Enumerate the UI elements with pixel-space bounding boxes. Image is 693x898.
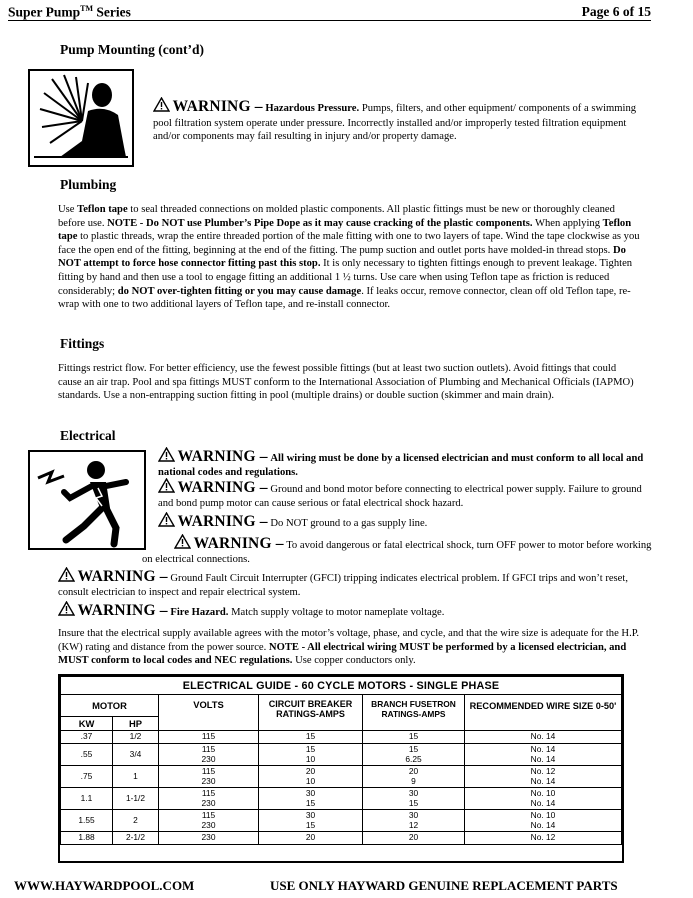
header-series [8,4,131,21]
warning-text: Ground Fault Circuit Interrupter (GFCI) tripping indicates electrical problem. If GFCI trips and won’t reset, consult electrician to inspect and repair electrical system. [58,573,628,598]
cell-circuit-breaker [259,766,363,788]
table-title: ELECTRICAL GUIDE - 60 CYCLE MOTORS - SINGLE PHASE [61,677,622,695]
warning-word: WARNING – [177,513,268,530]
series-name: Super Pump [8,4,81,20]
electrical-supply-paragraph [58,627,646,668]
cell-hp [113,744,159,766]
cell-wire-size-value: No. 12 [530,832,556,843]
hazardous-pressure-icon [28,69,134,167]
cell-circuit-breaker-value: 20 [305,765,316,776]
cell-kw-value: 1.88 [78,832,95,843]
cell-volts-value: 230 [201,775,216,786]
warning-word: WARNING – [193,535,284,552]
cell-branch-fusetron [363,744,465,766]
cell-wire-size-value: No. 12 [530,765,556,776]
cell-wire-size [465,744,622,766]
supply-text-1: Insure that the electrical supply available agrees with the motor’s voltage, phase, and cycle, and that the wire size is adequate for the H.P. (KW) rating and distance from the power source. [58,628,640,653]
cell-hp-value: 2 [133,814,138,825]
table-row [61,731,622,744]
page-number: Page 6 of 15 [581,4,651,19]
fittings-paragraph: Fittings restrict flow. For better efficiency, use the fewest possible fittings (but at least two suction outlets). Avoid fittings that could cause an air trap. Pool and spa fittings MUST conform to the International Association of Plumbing and Mechanical Officials (IAPMO) standards. Use a non-entrapping suction fitting in pool (multiple drains) or double suction (skimmer and main drain). [58,363,634,402]
cell-hp-value: 1/2 [129,731,142,742]
warning-text: Pumps, filters, and other equipment/ components of a swimming pool filtration system operate under pressure. Incorrectly installed and/or improperly tested filtration equipment and/or components may fail resulting in injury and/or property damage. [153,103,637,143]
warning-title: Hazardous Pressure. [265,103,360,114]
cell-wire-size [465,731,622,744]
cell-branch-fusetron-value: 30 [408,787,419,798]
col-hp: HP [113,717,159,731]
cell-kw [61,832,113,845]
cell-volts [159,744,259,766]
col-branch-fusetron: BRANCH FUSETRON RATINGS-AMPS [363,695,465,731]
cell-circuit-breaker [259,832,363,845]
cell-branch-fusetron-value: 15 [408,743,419,754]
cell-wire-size [465,788,622,810]
cell-volts-value: 115 [201,743,216,754]
cell-branch-fusetron [363,832,465,845]
footer-website: WWW.HAYWARDPOOL.COM [14,878,195,893]
cell-branch-fusetron-value: 20 [408,765,419,776]
electrical-warning-3 [158,512,652,531]
plumbing-text-6: . If leaks occur, remove connector, clean off old Teflon tape, re-wrap with one to two additional layers of Teflon tape, and re-install connector. [58,285,631,311]
cell-volts-value: 115 [201,731,216,742]
plumbing-text-2: to seal threaded connections on molded plastic components. All plastic fittings must be new or thoroughly cleaned before use. [58,204,615,229]
electrical-warning-1 [158,447,648,479]
cell-kw [61,788,113,810]
cell-kw-value: .75 [80,770,93,781]
plumbing-text-3: When applying [532,217,603,229]
cell-volts [159,731,259,744]
warning-text: To avoid dangerous or fatal electrical shock, turn OFF power to motor before working on electrical connections. [142,540,652,565]
warning-word: WARNING – [177,448,268,465]
cell-wire-size-value: No. 14 [530,819,556,830]
cell-hp-value: 1-1/2 [125,792,146,803]
cell-wire-size-value: No. 14 [530,743,556,754]
cell-circuit-breaker [259,744,363,766]
electrical-guide-table [58,674,624,863]
cell-kw [61,766,113,788]
warning-word: WARNING – [77,602,168,619]
cell-circuit-breaker [259,810,363,832]
cell-volts [159,766,259,788]
plumbing-paragraph [58,203,642,312]
cell-hp [113,832,159,845]
warning-text: Match supply voltage to motor nameplate voltage. [231,607,445,618]
cell-branch-fusetron [363,766,465,788]
cell-circuit-breaker-value: 30 [305,809,316,820]
plumbing-bold-3: Teflon tape [58,217,632,243]
cell-branch-fusetron [363,731,465,744]
cell-circuit-breaker-value: 15 [305,797,316,808]
cell-kw [61,810,113,832]
warning-text: Do NOT ground to a gas supply line. [270,518,428,529]
cell-wire-size-value: No. 14 [530,753,556,764]
section-title-pump-mounting: Pump Mounting (cont’d) [60,42,205,57]
cell-circuit-breaker-value: 10 [305,753,316,764]
warning-text: Ground and bond motor before connecting to electrical power supply. Failure to ground and bond pump motor can cause serious or fatal electrical shock hazard. [158,484,642,509]
plumbing-bold-1: Teflon tape [77,204,128,215]
cell-volts [159,810,259,832]
col-wire-size: RECOMMENDED WIRE SIZE 0-50' [465,695,622,731]
warning-word: WARNING – [172,98,263,115]
cell-volts-value: 115 [201,787,216,798]
cell-branch-fusetron-value: 20 [408,832,419,843]
col-circuit-breaker: CIRCUIT BREAKER RATINGS-AMPS [259,695,363,731]
supply-text-2: Use copper conductors only. [292,655,416,667]
table-row [61,744,622,766]
table-row [61,766,622,788]
cell-wire-size-value: No. 10 [530,809,556,820]
warning-triangle-icon [158,447,175,466]
cell-volts-value: 230 [201,797,216,808]
trademark: TM [80,4,94,13]
footer-notice: USE ONLY HAYWARD GENUINE REPLACEMENT PARTS [270,878,618,893]
warning-triangle-icon [158,534,191,553]
cell-branch-fusetron-value: 12 [408,819,419,830]
section-title-electrical: Electrical [60,428,116,443]
cell-wire-size [465,810,622,832]
cell-wire-size-value: No. 14 [530,731,556,742]
cell-volts [159,788,259,810]
col-motor: MOTOR [61,695,159,717]
section-title-fittings: Fittings [60,336,105,351]
cell-circuit-breaker [259,788,363,810]
plumbing-text-5: It is only necessary to tighten fittings enough to prevent leakage. Tighten fitting by hand and then use a tool to engage fitting an additional 1 ½ turns. Use care when using Teflon tape as friction is reduced considerably; [58,258,633,297]
electrical-warning-6 [58,601,646,620]
warning-triangle-icon [58,601,75,620]
cell-kw-value: .55 [80,748,93,759]
cell-branch-fusetron-value: 6.25 [405,753,422,764]
cell-circuit-breaker-value: 10 [305,775,316,786]
warning-word: WARNING – [177,479,268,496]
warning-triangle-icon [158,478,175,497]
table-row [61,788,622,810]
cell-circuit-breaker-value: 15 [305,743,316,754]
cell-hp [113,788,159,810]
table-row [61,832,622,845]
plumbing-bold-4: Do NOT attempt to force hose connector fitting past this stop. [58,244,626,270]
cell-wire-size-value: No. 14 [530,775,556,786]
cell-volts-value: 115 [201,765,216,776]
col-volts: VOLTS [159,695,259,731]
cell-hp [113,766,159,788]
cell-hp [113,731,159,744]
electrical-warning-5 [58,567,646,599]
header-rule [8,20,651,21]
warning-word: WARNING – [77,568,168,585]
cell-circuit-breaker-value: 30 [305,787,316,798]
plumbing-text-1: Use [58,204,78,215]
warning-text: All wiring must be done by a licensed electrician and must conform to all local and national codes and regulations. [158,453,644,478]
electrical-warning-4 [142,534,652,566]
section-title-plumbing: Plumbing [60,177,117,192]
cell-volts-value: 115 [201,809,216,820]
cell-circuit-breaker-value: 15 [305,819,316,830]
cell-branch-fusetron-value: 9 [411,775,416,786]
cell-volts [159,832,259,845]
cell-volts-value: 230 [201,753,216,764]
supply-bold: NOTE - All electrical wiring MUST be performed by a licensed electrician, and MUST conform to local codes and NEC regulations. [58,641,627,667]
cell-kw-value: 1.55 [78,814,95,825]
table-row [61,810,622,832]
cell-hp-value: 2-1/2 [125,832,146,843]
cell-wire-size-value: No. 10 [530,787,556,798]
cell-branch-fusetron-value: 30 [408,809,419,820]
series-suffix: Series [96,4,131,20]
warning-title: Fire Hazard. [170,607,229,618]
warning-triangle-icon [153,97,170,117]
electrical-shock-icon [28,450,146,550]
cell-hp-value: 3/4 [129,748,142,759]
cell-volts-value: 230 [201,832,216,843]
cell-branch-fusetron-value: 15 [408,797,419,808]
cell-hp [113,810,159,832]
cell-wire-size [465,832,622,845]
cell-wire-size [465,766,622,788]
col-kw: KW [61,717,113,731]
plumbing-bold-2: NOTE - Do NOT use Plumber’s Pipe Dope as it may cause cracking of the plastic components. [107,217,533,229]
cell-kw-value: 1.1 [80,792,93,803]
cell-kw [61,744,113,766]
cell-circuit-breaker-value: 15 [305,731,316,742]
cell-branch-fusetron [363,810,465,832]
cell-branch-fusetron [363,788,465,810]
plumbing-bold-5: do NOT over-tighten fitting or you may cause damage [117,285,362,297]
warning-triangle-icon [158,512,175,531]
cell-circuit-breaker [259,731,363,744]
warning-triangle-icon [58,567,75,586]
warning-hazardous-pressure [153,97,647,144]
cell-wire-size-value: No. 14 [530,797,556,808]
electrical-warning-2 [158,478,652,510]
cell-volts-value: 230 [201,819,216,830]
cell-hp-value: 1 [133,770,138,781]
cell-kw [61,731,113,744]
plumbing-text-4: to plastic threads, wrap the entire threaded portion of the male fitting with one to two layers of tape. Wind the tape clockwise as you face the open end of the fitting, beginning at the end of the fitting. The pump suction and outlet ports have molded-in thread stops. [58,231,640,256]
cell-circuit-breaker-value: 20 [305,832,316,843]
cell-branch-fusetron-value: 15 [408,731,419,742]
cell-kw-value: .37 [80,731,93,742]
